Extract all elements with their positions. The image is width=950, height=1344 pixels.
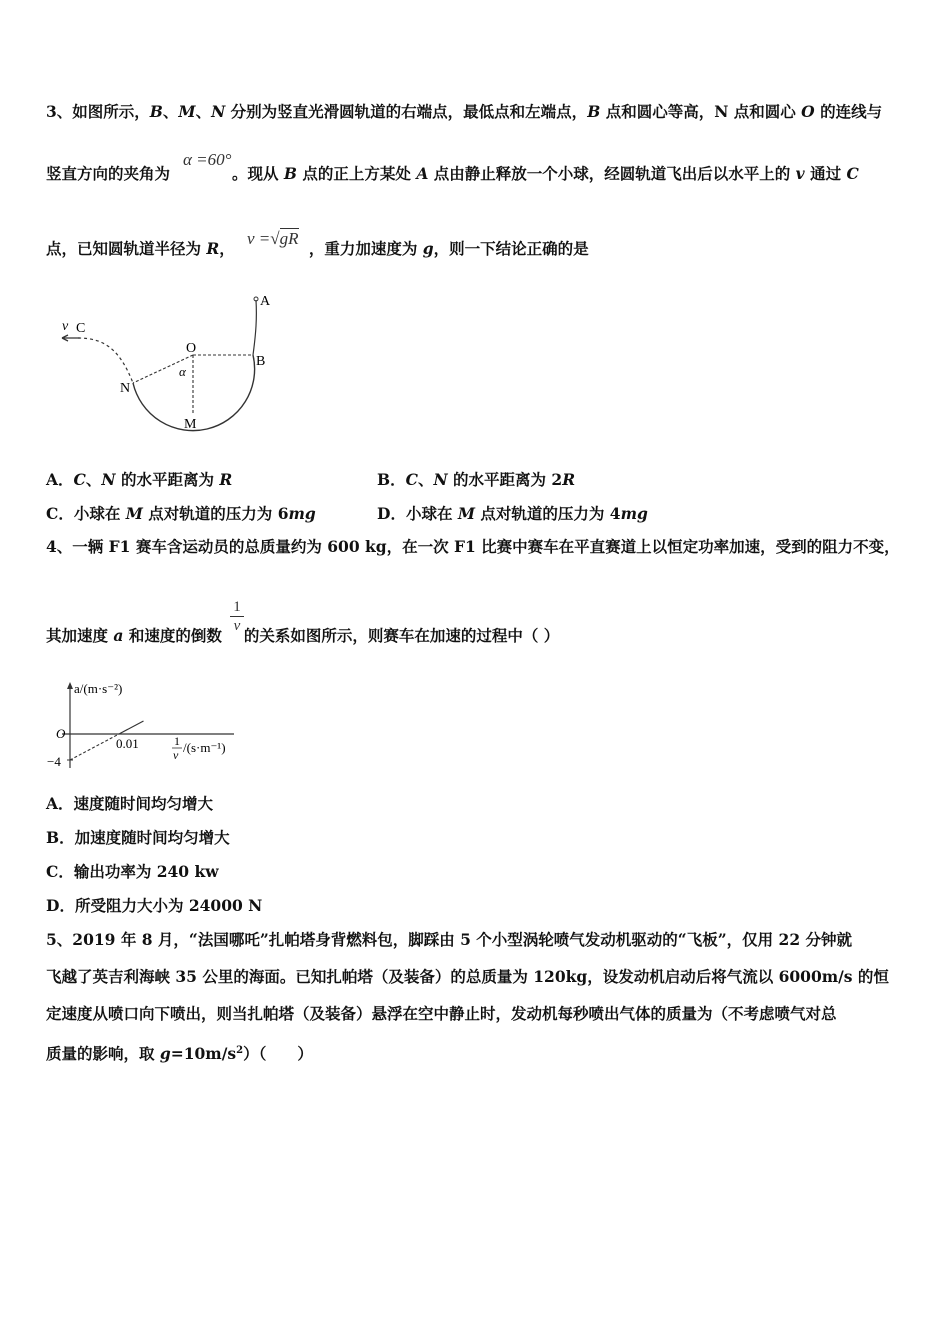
q3-line-3: 点，已知圆轨道半径为 R， ，重力加速度为 g，则一下结论正确的是 — [46, 239, 589, 258]
q4-line-1: 4、一辆 F1 赛车含运动员的总质量约为 600 kg，在一次 F1 比赛中赛车在平直赛道上以恒定功率加速，受到的阻力不变， — [46, 537, 900, 556]
q4-line-2: 其加速度 a 和速度的倒数 的关系如图所示，则赛车在加速的过程中（ ） — [46, 626, 560, 645]
accel-vs-reciprocal-velocity-chart — [44, 676, 264, 776]
series-solid-segment — [119, 721, 144, 734]
q3-option-a[interactable]: A．C、N 的水平距离为 R — [46, 470, 233, 489]
alpha-equation: α =60° — [183, 150, 232, 169]
x-label-den: v — [173, 748, 179, 762]
reciprocal-v-fraction: 1 v — [230, 598, 244, 635]
x-tick-label: 0.01 — [116, 736, 139, 751]
series-extrapolated-segment — [70, 734, 119, 760]
q3-line-2: 竖直方向的夹角为 。现从 B 点的正上方某处 A 点由静止释放一个小球，经圆轨道飞出后以水平上的 v 通过 C — [46, 164, 859, 183]
projectile-path — [78, 338, 133, 383]
label-B: B — [256, 354, 266, 369]
velocity-equation: v =√gR — [247, 229, 299, 248]
x-label-unit: /(s·m⁻¹) — [183, 740, 226, 755]
q3-option-b[interactable]: B．C、N 的水平距离为 2R — [377, 470, 576, 489]
q3-option-c[interactable]: C．小球在 M 点对轨道的压力为 6mg — [46, 504, 316, 523]
label-v: v — [62, 319, 69, 334]
q5-line-3: 定速度从喷口向下喷出，则当扎帕塔（及装备）悬浮在空中静止时，发动机每秒喷出气体的质量为（不考虑喷气对总 — [46, 1004, 837, 1023]
drop-path — [253, 300, 256, 355]
q3-line-1: 3、如图所示，B、M、N 分别为竖直光滑圆轨道的右端点，最低点和左端点，B 点和圆心等高，N 点和圆心 O 的连线与 — [46, 102, 883, 121]
label-M: M — [184, 417, 197, 432]
q5-line-4: 质量的影响，取 $g=10m/s^2$）（ ） — [46, 1044, 313, 1064]
label-C: C — [76, 321, 86, 336]
circular-track-figure — [50, 288, 290, 438]
y-axis-label: a/(m·s⁻²) — [74, 681, 123, 696]
q4-option-a[interactable]: A．速度随时间均匀增大 — [46, 794, 214, 813]
label-O: O — [186, 341, 197, 356]
q3-option-d[interactable]: D．小球在 M 点对轨道的压力为 4mg — [377, 504, 648, 523]
q4-option-d[interactable]: D．所受阻力大小为 24000 N — [46, 896, 263, 915]
q5-line-1: 5、2019 年 8 月，“法国哪吒”扎帕塔身背燃料包，脚踩由 5 个小型涡轮喷气发动机驱动的“飞板”，仅用 22 分钟就 — [46, 930, 853, 949]
label-N: N — [120, 381, 131, 396]
q5-line-2: 飞越了英吉利海峡 35 公里的海面。已知扎帕塔（及装备）的总质量为 120kg，设发动机启动后将气流以 6000m/s 的恒 — [46, 967, 889, 986]
origin-label: O — [56, 726, 66, 741]
q4-option-c[interactable]: C．输出功率为 240 kw — [46, 862, 219, 881]
label-alpha: α — [179, 364, 186, 379]
x-label-num: 1 — [174, 734, 180, 748]
y-tick-label: −4 — [47, 754, 61, 769]
q4-option-b[interactable]: B．加速度随时间均匀增大 — [46, 828, 230, 847]
label-A: A — [260, 294, 271, 309]
y-axis-arrow — [67, 682, 73, 689]
